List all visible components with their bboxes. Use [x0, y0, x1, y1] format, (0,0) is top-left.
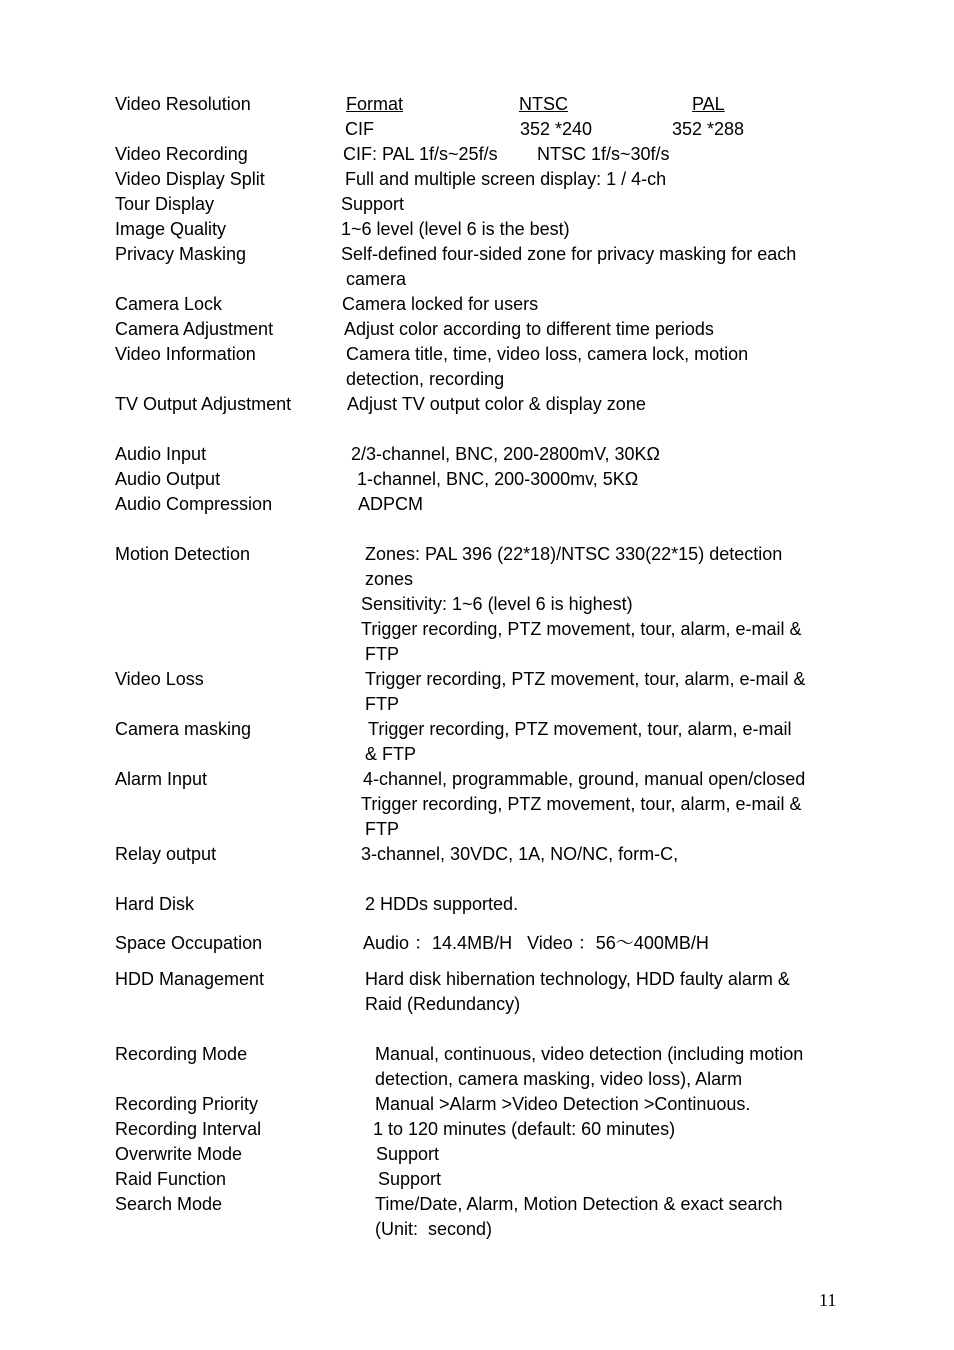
- spec-value-motion-detection-trigger-cont: FTP: [365, 644, 399, 664]
- spec-label-relay-output: Relay output: [115, 844, 217, 864]
- spec-label-hard-disk: Hard Disk: [115, 894, 195, 914]
- spec-label-tour-display: Tour Display: [115, 194, 215, 214]
- spec-label-alarm-input: Alarm Input: [115, 769, 208, 789]
- spec-value-raid-function: Support: [378, 1169, 442, 1189]
- spec-label-space-occupation: Space Occupation: [115, 933, 263, 953]
- spec-value-alarm-input: 4-channel, programmable, ground, manual open/closed: [363, 769, 806, 789]
- spec-value-recording-priority: Manual >Alarm >Video Detection >Continuous.: [375, 1094, 751, 1114]
- spec-value-video-information-cont: detection, recording: [346, 369, 505, 389]
- resolution-cell-pal: 352 *288: [672, 119, 745, 139]
- spec-value-privacy-masking: Self-defined four-sided zone for privacy masking for each: [341, 244, 797, 264]
- spec-value-video-information: Camera title, time, video loss, camera lock, motion: [346, 344, 749, 364]
- spec-label-recording-mode: Recording Mode: [115, 1044, 248, 1064]
- spec-value-image-quality: 1~6 level (level 6 is the best): [341, 219, 570, 239]
- spec-value-audio-compression: ADPCM: [358, 494, 424, 514]
- spec-value-recording-mode-cont: detection, camera masking, video loss), Alarm: [375, 1069, 743, 1089]
- spec-value-camera-masking-cont: & FTP: [365, 744, 417, 764]
- spec-label-tv-output-adjustment: TV Output Adjustment: [115, 394, 292, 414]
- spec-value-alarm-input-trigger: Trigger recording, PTZ movement, tour, alarm, e-mail &: [361, 794, 802, 814]
- spec-value-audio-input: 2/3-channel, BNC, 200-2800mV, 30KΩ: [351, 444, 660, 464]
- spec-value-motion-detection-trigger: Trigger recording, PTZ movement, tour, alarm, e-mail &: [361, 619, 802, 639]
- spec-label-privacy-masking: Privacy Masking: [115, 244, 247, 264]
- spec-label-audio-compression: Audio Compression: [115, 494, 273, 514]
- spec-label-search-mode: Search Mode: [115, 1194, 223, 1214]
- spec-value-camera-lock: Camera locked for users: [342, 294, 539, 314]
- spec-value-video-recording-ntsc: NTSC 1f/s~30f/s: [537, 144, 670, 164]
- spec-value-relay-output: 3-channel, 30VDC, 1A, NO/NC, form-C,: [361, 844, 679, 864]
- spec-value-video-loss-cont: FTP: [365, 694, 399, 714]
- spec-value-motion-detection-sensitivity: Sensitivity: 1~6 (level 6 is highest): [361, 594, 633, 614]
- spec-label-raid-function: Raid Function: [115, 1169, 227, 1189]
- spec-label-video-display-split: Video Display Split: [115, 169, 265, 189]
- spec-label-recording-priority: Recording Priority: [115, 1094, 259, 1114]
- spec-label-video-recording: Video Recording: [115, 144, 248, 164]
- spec-value-alarm-input-trigger-cont: FTP: [365, 819, 399, 839]
- spec-value-video-recording-pal: CIF: PAL 1f/s~25f/s: [343, 144, 498, 164]
- spec-value-motion-detection-zones-cont: zones: [365, 569, 414, 589]
- spec-value-tour-display: Support: [341, 194, 405, 214]
- spec-value-camera-masking: Trigger recording, PTZ movement, tour, alarm, e-mail: [368, 719, 792, 739]
- spec-value-motion-detection-zones: Zones: PAL 396 (22*18)/NTSC 330(22*15) detection: [365, 544, 783, 564]
- spec-label-motion-detection: Motion Detection: [115, 544, 251, 564]
- spec-value-hard-disk: 2 HDDs supported.: [365, 894, 519, 914]
- resolution-cell-format: CIF: [345, 119, 374, 139]
- spec-value-video-loss: Trigger recording, PTZ movement, tour, alarm, e-mail &: [365, 669, 806, 689]
- spec-value-overwrite-mode: Support: [376, 1144, 440, 1164]
- spec-label-video-information: Video Information: [115, 344, 256, 364]
- spec-value-hdd-management-cont: Raid (Redundancy): [365, 994, 521, 1014]
- spec-label-image-quality: Image Quality: [115, 219, 227, 239]
- spec-value-tv-output-adjustment: Adjust TV output color & display zone: [347, 394, 646, 414]
- resolution-cell-ntsc: 352 *240: [520, 119, 593, 139]
- spec-value-search-mode: Time/Date, Alarm, Motion Detection & exact search: [375, 1194, 783, 1214]
- spec-label-camera-lock: Camera Lock: [115, 294, 223, 314]
- spec-value-space-occupation: Audio ：14.4MB/H Video ：56～400MB/H: [363, 933, 709, 953]
- resolution-header-ntsc: NTSC: [519, 94, 568, 114]
- spec-label-camera-adjustment: Camera Adjustment: [115, 319, 274, 339]
- spec-label-recording-interval: Recording Interval: [115, 1119, 262, 1139]
- spec-value-hdd-management: Hard disk hibernation technology, HDD faulty alarm &: [365, 969, 790, 989]
- spec-value-recording-mode: Manual, continuous, video detection (including motion: [375, 1044, 804, 1064]
- spec-value-search-mode-cont: (Unit: second): [375, 1219, 493, 1239]
- spec-value-video-display-split: Full and multiple screen display: 1 / 4-ch: [345, 169, 667, 189]
- spec-value-privacy-masking-cont: camera: [346, 269, 407, 289]
- spec-label-hdd-management: HDD Management: [115, 969, 265, 989]
- spec-label-video-resolution: Video Resolution: [115, 94, 251, 114]
- resolution-header-pal: PAL: [692, 94, 725, 114]
- spec-label-audio-input: Audio Input: [115, 444, 207, 464]
- page-number: 11: [819, 1290, 837, 1310]
- spec-label-video-loss: Video Loss: [115, 669, 204, 689]
- spec-value-camera-adjustment: Adjust color according to different time periods: [344, 319, 714, 339]
- spec-label-overwrite-mode: Overwrite Mode: [115, 1144, 243, 1164]
- spec-label-audio-output: Audio Output: [115, 469, 221, 489]
- spec-value-audio-output: 1-channel, BNC, 200-3000mv, 5KΩ: [357, 469, 639, 489]
- spec-value-recording-interval: 1 to 120 minutes (default: 60 minutes): [373, 1119, 676, 1139]
- resolution-header-format: Format: [346, 94, 404, 114]
- spec-label-camera-masking: Camera masking: [115, 719, 252, 739]
